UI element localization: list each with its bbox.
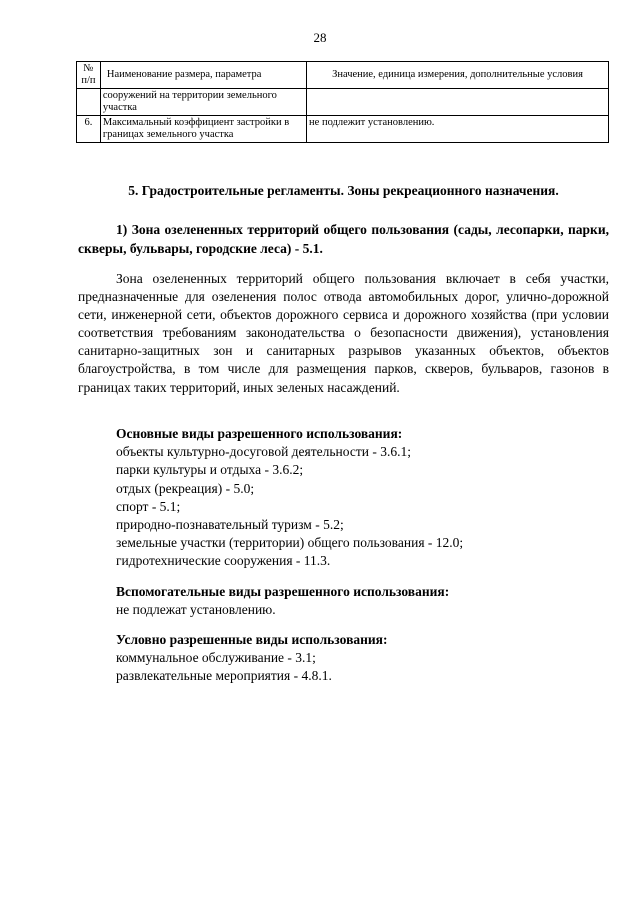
row-name: Максимальный коэффициент застройки в границах земельного участка — [100, 116, 306, 143]
list-item: не подлежат установлению. — [116, 602, 276, 618]
row-value: не подлежит установлению. — [307, 116, 609, 143]
row-num — [77, 89, 101, 116]
table-row — [77, 89, 609, 116]
list-item: коммунальное обслуживание - 3.1; — [116, 650, 316, 666]
header-name: Наименование размера, параметра — [100, 62, 306, 89]
subsection-heading: 1) Зона озелененных территорий общего пользования (сады, лесопарки, парки, скверы, бульвары, городские леса) - 5.1. — [78, 222, 609, 256]
page-number: 28 — [313, 30, 327, 45]
row-name: сооружений на территории земельного участка — [100, 89, 306, 116]
main-uses-title: Основные виды разрешенного использования: — [116, 426, 403, 441]
list-item: парки культуры и отдыха - 3.6.2; — [116, 462, 304, 478]
main-uses-block — [116, 425, 596, 571]
list-item: гидротехнические сооружения - 11.3. — [116, 553, 331, 569]
list-item: отдых (рекреация) - 5.0; — [116, 480, 255, 496]
conditional-uses-block — [116, 631, 596, 686]
section-heading: 5. Градостроительные регламенты. Зоны рекреационного назначения. — [128, 183, 559, 198]
list-item: развлекательные мероприятия - 4.8.1. — [116, 668, 332, 684]
intro-paragraph: Зона озелененных территорий общего пользования включает в себя участки, предназначенные для озеленения полос отвода автомобильных дорог, улично-дорожной сети, инженерной сети, объектов дорожного сервиса и дорожного хозяйства (при условии соответствия требованиям законодательства о безопасности движения), установления санитарно-защитных зон и санитарных разрывов указанных объектов, объектов благоустройства, в том числе для размещения парков, скверов, бульваров, газонов в границах таких территорий, иных зеленых насаждений. — [78, 271, 609, 395]
row-value — [307, 89, 609, 116]
list-item: спорт - 5.1; — [116, 498, 181, 514]
table-row — [77, 116, 609, 143]
parameters-table — [76, 61, 609, 143]
list-item: объекты культурно-досуговой деятельности - 3.6.1; — [116, 444, 411, 460]
conditional-uses-title: Условно разрешенные виды использования: — [116, 632, 388, 647]
table-header-row — [77, 62, 609, 89]
header-value: Значение, единица измерения, дополнительные условия — [307, 62, 609, 89]
aux-uses-block — [116, 583, 596, 619]
header-num: № п/п — [77, 62, 101, 89]
row-num: 6. — [77, 116, 101, 143]
list-item: природно-познавательный туризм - 5.2; — [116, 517, 344, 533]
aux-uses-title: Вспомогательные виды разрешенного использования: — [116, 584, 450, 599]
list-item: земельные участки (территории) общего пользования - 12.0; — [116, 535, 464, 551]
